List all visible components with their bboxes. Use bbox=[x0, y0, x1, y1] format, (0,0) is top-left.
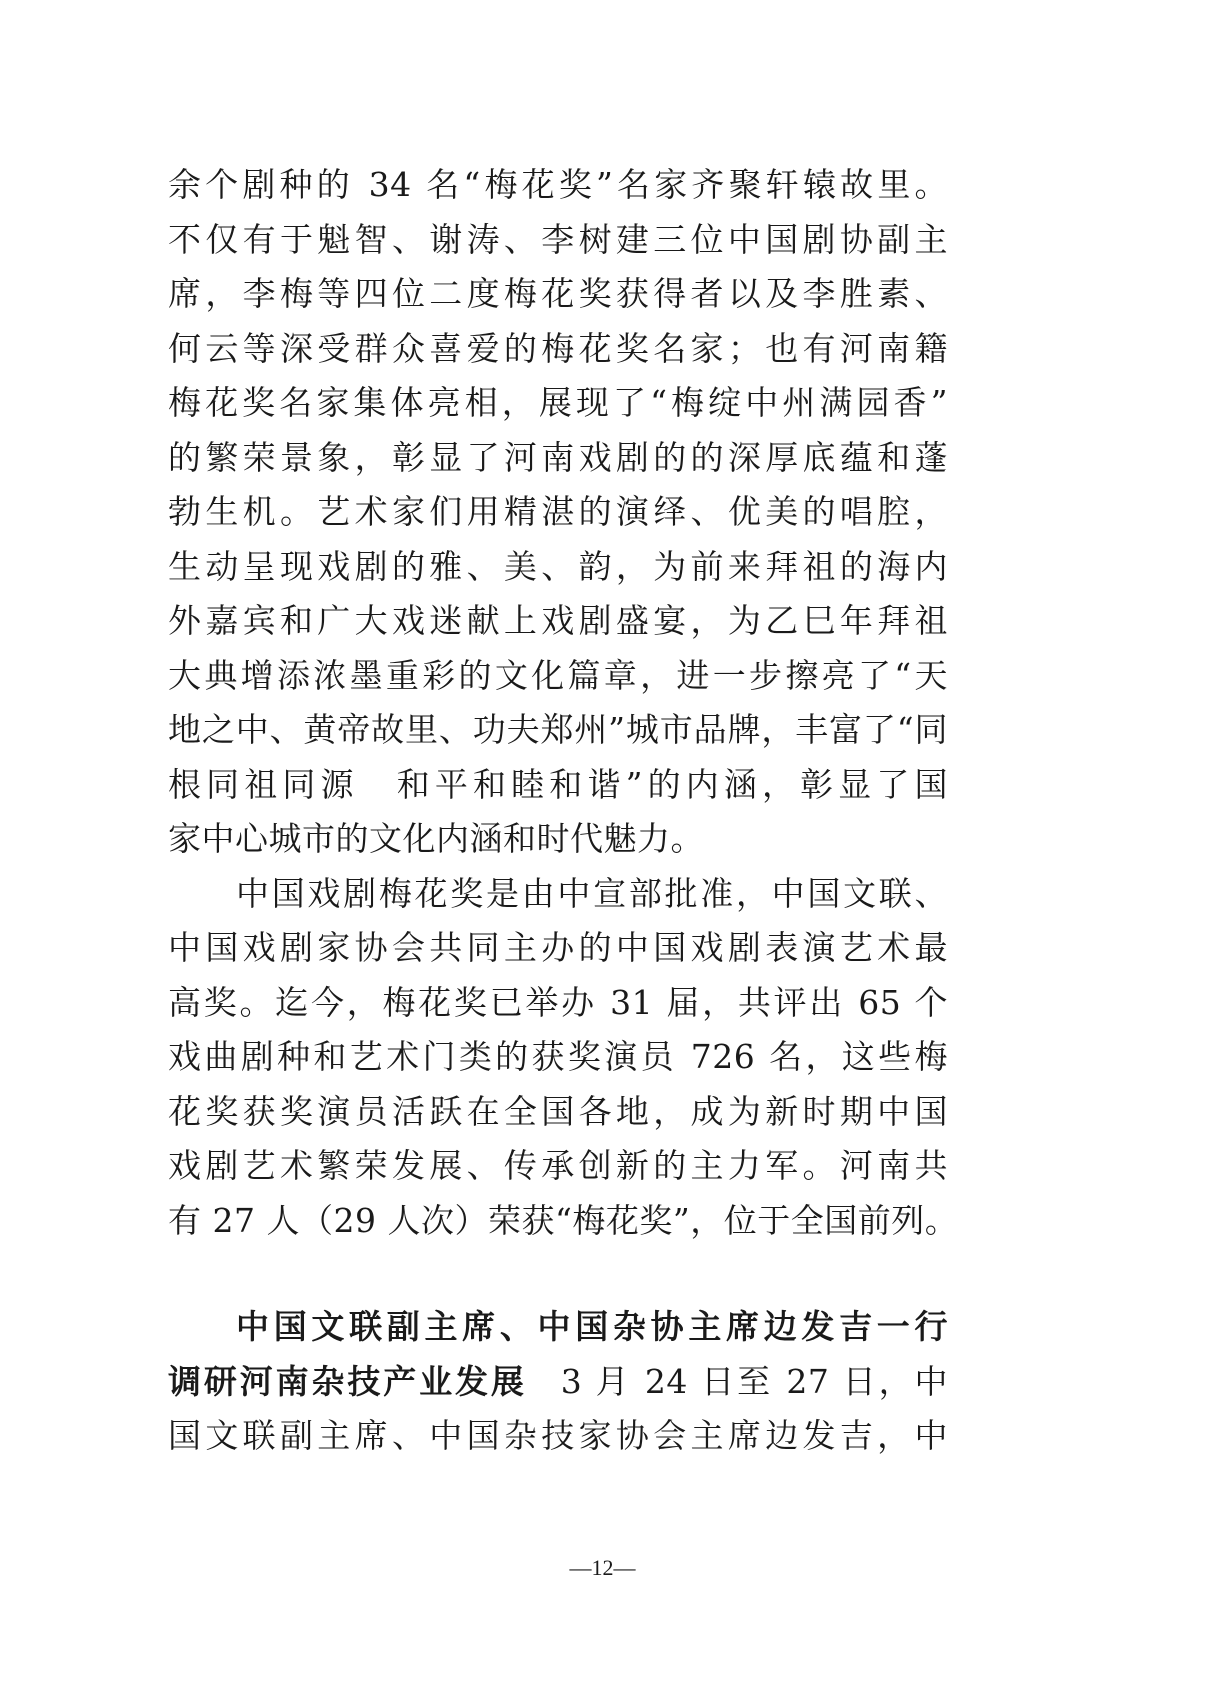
paragraph-meihua-award-intro bbox=[168, 867, 959, 1249]
text-line: 的繁荣景象，彰显了河南戏剧的的深厚底蕴和蓬 bbox=[168, 437, 948, 477]
text-line: 根同祖同源 和平和睦和谐”的内涵，彰显了国 bbox=[168, 764, 948, 804]
section-heading-continued: 调研河南杂技产业发展 bbox=[168, 1361, 527, 1401]
text-line: 余个剧种的 34 名“梅花奖”名家齐聚轩辕故里。 bbox=[168, 165, 948, 204]
text-line: 勃生机。艺术家们用精湛的演绎、优美的唱腔， bbox=[168, 492, 948, 531]
section-spacer bbox=[168, 1248, 948, 1300]
section-acrobatics-research bbox=[168, 1300, 948, 1464]
text-line: 戏曲剧种和艺术门类的获奖演员 726 名，这些梅 bbox=[168, 1037, 948, 1076]
section-body-start: 3 月 24 日至 27 日，中 bbox=[560, 1361, 948, 1401]
section-heading: 中国文联副主席、中国杂协主席边发吉一行 bbox=[236, 1307, 948, 1346]
text-line: 何云等深受群众喜爱的梅花奖名家；也有河南籍 bbox=[168, 328, 948, 368]
text-line bbox=[168, 1355, 948, 1410]
text-line: 花奖获奖演员活跃在全国各地，成为新时期中国 bbox=[168, 1091, 948, 1131]
text-line: 家中心城市的文化内涵和时代魅力。 bbox=[168, 819, 704, 858]
text-line: 梅花奖名家集体亮相，展现了“梅绽中州满园香” bbox=[168, 383, 948, 422]
text-line: 不仅有于魁智、谢涛、李树建三位中国剧协副主 bbox=[168, 219, 948, 259]
text-line: 戏剧艺术繁荣发展、传承创新的主力军。河南共 bbox=[168, 1146, 948, 1185]
text-line: 生动呈现戏剧的雅、美、韵，为前来拜祖的海内 bbox=[168, 546, 948, 586]
text-line: 中国戏剧梅花奖是由中宣部批准，中国文联、 bbox=[236, 873, 948, 913]
body-column bbox=[168, 158, 959, 1464]
text-line: 外嘉宾和广大戏迷献上戏剧盛宴，为乙巳年拜祖 bbox=[168, 601, 948, 640]
paragraph-meihua-performance bbox=[168, 158, 948, 867]
text-line: 国文联副主席、中国杂技家协会主席边发吉，中 bbox=[168, 1416, 948, 1455]
text-line: 有 27 人（29 人次）荣获“梅花奖”，位于全国前列。 bbox=[168, 1200, 959, 1240]
text-line: 中国戏剧家协会共同主办的中国戏剧表演艺术最 bbox=[168, 928, 948, 967]
page-number: —12— bbox=[569, 1555, 636, 1580]
text-line: 席，李梅等四位二度梅花奖获得者以及李胜素、 bbox=[168, 274, 948, 313]
text-line: 大典增添浓墨重彩的文化篇章，进一步擦亮了“天 bbox=[168, 655, 948, 695]
text-line: 地之中、黄帝故里、功夫郑州”城市品牌，丰富了“同 bbox=[168, 710, 948, 749]
text-line: 高奖。迄今，梅花奖已举办 31 届，共评出 65 个 bbox=[168, 982, 948, 1022]
